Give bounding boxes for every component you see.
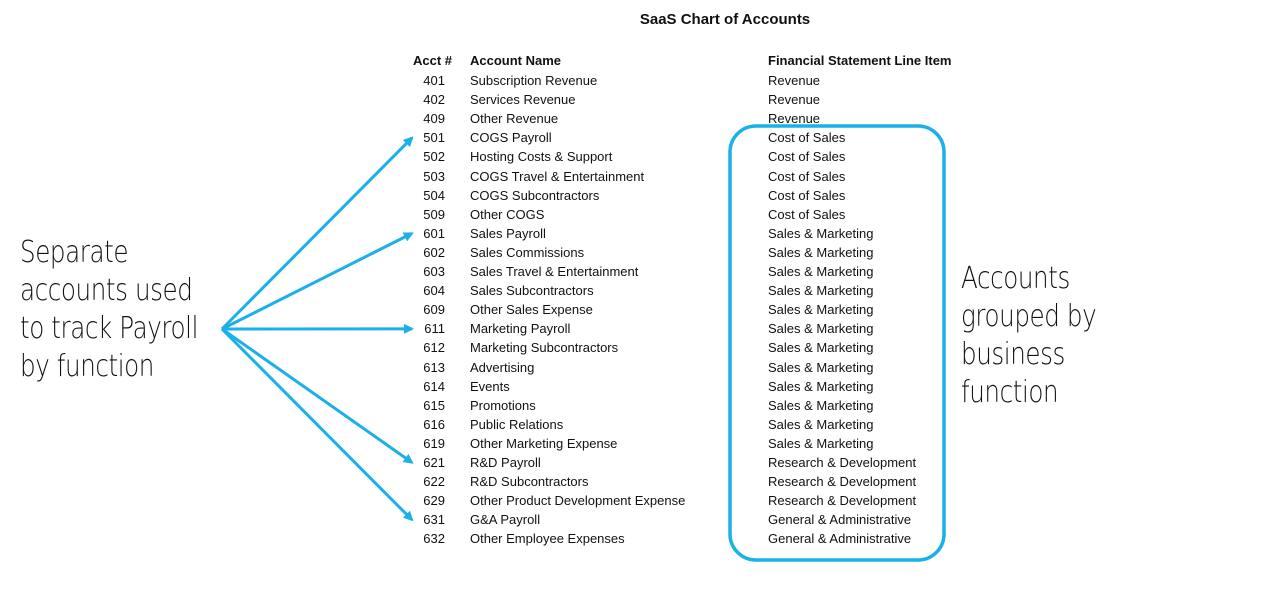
account-name: Public Relations [470, 416, 564, 432]
account-number: 621 [423, 455, 445, 470]
fs-line-item: Research & Development [768, 455, 917, 470]
page-title: SaaS Chart of Accounts [639, 11, 811, 28]
account-number: 616 [423, 416, 445, 432]
fs-line-item: Cost of Sales [768, 168, 846, 184]
annotation-right-line: grouped by [961, 299, 1097, 334]
arrow-to-501 [222, 138, 412, 329]
annotation-left-line: to track Payroll [20, 311, 199, 346]
fs-line-item: Sales & Marketing [768, 397, 874, 413]
account-number: 409 [423, 111, 445, 127]
account-number: 622 [423, 474, 445, 490]
account-number: 632 [423, 531, 445, 547]
column-header-fs-line-item: Financial Statement Line Item [768, 53, 952, 68]
account-name: Sales Payroll [470, 225, 546, 241]
fs-line-item: Cost of Sales [768, 149, 846, 165]
fs-line-item: Revenue [768, 111, 821, 127]
fs-line-item: Revenue [768, 73, 821, 88]
account-name: Marketing Subcontractors [470, 340, 619, 356]
fs-line-item: Sales & Marketing [768, 321, 874, 337]
account-number: 503 [423, 168, 445, 184]
account-number: 401 [423, 73, 445, 88]
fs-line-item: Sales & Marketing [768, 244, 874, 260]
account-name: Services Revenue [470, 92, 576, 108]
account-name: Subscription Revenue [470, 73, 598, 88]
account-name: Sales Travel & Entertainment [470, 264, 639, 279]
account-name: Sales Commissions [470, 244, 585, 260]
account-number: 629 [423, 493, 445, 509]
annotation-left-line: by function [20, 349, 154, 384]
account-name: Other Sales Expense [470, 302, 593, 318]
account-number: 631 [423, 512, 445, 528]
account-number: 501 [423, 130, 445, 146]
fs-line-item: Cost of Sales [768, 206, 846, 222]
annotation-left-line: accounts used [20, 273, 193, 308]
fs-line-item: General & Administrative [768, 512, 912, 528]
account-number: 402 [423, 92, 445, 108]
account-name: Other Product Development Expense [470, 493, 686, 509]
arrow-to-601 [222, 233, 412, 329]
account-number: 603 [423, 264, 445, 279]
account-name: Advertising [470, 359, 535, 375]
account-number: 619 [423, 435, 445, 451]
account-number: 613 [423, 359, 445, 375]
fs-line-item: Revenue [768, 92, 821, 108]
account-number: 509 [423, 206, 445, 222]
arrow-to-631 [222, 329, 412, 520]
account-name: R&D Payroll [470, 455, 541, 470]
account-number: 609 [423, 302, 445, 318]
account-number: 504 [423, 187, 445, 203]
annotation-left-line: Separate [20, 235, 129, 270]
account-name: Events [470, 378, 510, 394]
fs-line-item: Sales & Marketing [768, 225, 874, 241]
account-name: Other Marketing Expense [470, 435, 618, 451]
account-number: 601 [423, 225, 445, 241]
fs-line-item: Sales & Marketing [768, 264, 874, 279]
fs-line-item: Sales & Marketing [768, 340, 874, 356]
fs-line-item: General & Administrative [768, 531, 912, 547]
annotation-right-line: function [961, 375, 1059, 410]
account-name: Other Revenue [470, 111, 559, 127]
account-number: 602 [423, 244, 445, 260]
account-name: COGS Payroll [470, 130, 552, 146]
account-name: COGS Subcontractors [470, 187, 600, 203]
account-name: Other COGS [470, 206, 545, 222]
fs-line-item: Cost of Sales [768, 187, 846, 203]
fs-line-item: Sales & Marketing [768, 283, 874, 299]
annotation-right-line: business [961, 337, 1065, 372]
account-number: 614 [423, 378, 445, 394]
fs-line-item: Cost of Sales [768, 130, 846, 146]
account-number: 612 [423, 340, 445, 356]
account-name: COGS Travel & Entertainment [470, 168, 645, 184]
fs-line-item: Sales & Marketing [768, 416, 874, 432]
account-name: Promotions [470, 397, 536, 413]
fs-line-item: Sales & Marketing [768, 359, 874, 375]
column-header-acct: Acct # [413, 53, 453, 68]
account-name: G&A Payroll [470, 512, 541, 528]
account-name: Hosting Costs & Support [470, 149, 613, 165]
grouping-highlight-box [730, 126, 944, 560]
account-name: R&D Subcontractors [470, 474, 589, 490]
fs-line-item: Research & Development [768, 493, 917, 509]
fs-line-item: Research & Development [768, 474, 917, 490]
account-number: 502 [423, 149, 445, 165]
fs-line-item: Sales & Marketing [768, 435, 874, 451]
account-number: 615 [423, 397, 445, 413]
account-name: Other Employee Expenses [470, 531, 625, 547]
account-number: 611 [424, 321, 445, 337]
arrow-to-621 [222, 329, 412, 463]
account-number: 604 [423, 283, 445, 299]
account-name: Marketing Payroll [470, 321, 571, 337]
fs-line-item: Sales & Marketing [768, 378, 874, 394]
fs-line-item: Sales & Marketing [768, 302, 874, 318]
payroll-arrows [222, 138, 412, 520]
column-header-account-name: Account Name [470, 53, 562, 68]
annotation-right-line: Accounts [961, 261, 1070, 296]
account-name: Sales Subcontractors [470, 283, 594, 299]
